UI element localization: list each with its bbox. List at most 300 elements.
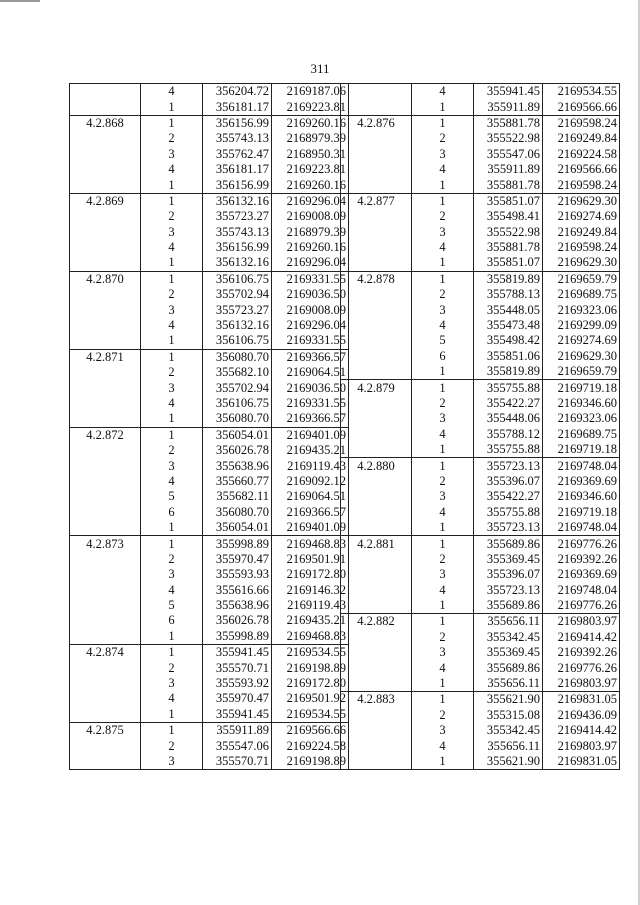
- table-row: [341, 708, 620, 723]
- parcel-label: [70, 598, 141, 613]
- coordinates-table-right: [340, 83, 620, 770]
- point-number: 4: [412, 427, 474, 442]
- point-number: 2: [412, 396, 474, 411]
- point-number: 2: [141, 738, 203, 753]
- point-number: 1: [412, 380, 474, 396]
- y-coordinate: 2169260.16: [272, 177, 349, 193]
- y-coordinate: 2169008.09: [272, 302, 349, 317]
- parcel-label: [341, 427, 412, 442]
- y-coordinate: 2169659.79: [543, 364, 620, 380]
- point-number: 2: [412, 474, 474, 489]
- x-coordinate: 355689.86: [474, 536, 543, 552]
- table-row: [70, 660, 349, 675]
- x-coordinate: 355762.47: [203, 147, 272, 162]
- x-coordinate: 356132.16: [203, 193, 272, 209]
- x-coordinate: 355656.11: [474, 738, 543, 753]
- parcel-label: [341, 225, 412, 240]
- x-coordinate: 355702.94: [203, 287, 272, 302]
- x-coordinate: 356132.16: [203, 255, 272, 271]
- parcel-label: [341, 474, 412, 489]
- x-coordinate: 356080.70: [203, 505, 272, 520]
- point-number: 4: [412, 318, 474, 333]
- y-coordinate: 2169776.26: [543, 598, 620, 614]
- parcel-label: [70, 629, 141, 645]
- parcel-label: 4.2.868: [70, 115, 141, 131]
- point-number: 3: [141, 380, 203, 395]
- parcel-label: [341, 708, 412, 723]
- parcel-label: [70, 177, 141, 193]
- table-row: [341, 271, 620, 287]
- y-coordinate: 2169146.32: [272, 583, 349, 598]
- parcel-label: [341, 598, 412, 614]
- table-row: [70, 567, 349, 582]
- y-coordinate: 2169435.21: [272, 613, 349, 628]
- x-coordinate: 356106.75: [203, 271, 272, 287]
- y-coordinate: 2169598.24: [543, 115, 620, 131]
- point-number: 1: [141, 707, 203, 723]
- parcel-label: [341, 520, 412, 536]
- y-coordinate: 2169036.50: [272, 380, 349, 395]
- y-coordinate: 2169346.60: [543, 489, 620, 504]
- point-number: 1: [141, 271, 203, 287]
- x-coordinate: 355881.78: [474, 240, 543, 255]
- x-coordinate: 355522.98: [474, 131, 543, 146]
- parcel-label: [341, 738, 412, 753]
- parcel-label: [70, 318, 141, 333]
- y-coordinate: 2169435.21: [272, 443, 349, 458]
- y-coordinate: 2169598.24: [543, 240, 620, 255]
- x-coordinate: 355369.45: [474, 552, 543, 567]
- parcel-label: [341, 552, 412, 567]
- y-coordinate: 2168950.31: [272, 147, 349, 162]
- point-number: 4: [412, 505, 474, 520]
- table-row: [70, 240, 349, 255]
- point-number: 1: [412, 692, 474, 708]
- y-coordinate: 2169296.04: [272, 255, 349, 271]
- point-number: 4: [412, 162, 474, 177]
- x-coordinate: 356054.01: [203, 427, 272, 443]
- parcel-label: [341, 240, 412, 255]
- table-row: [341, 489, 620, 504]
- x-coordinate: 355638.96: [203, 458, 272, 473]
- point-number: 2: [412, 209, 474, 224]
- table-row: [70, 489, 349, 504]
- y-coordinate: 2169249.84: [543, 131, 620, 146]
- y-coordinate: 2169803.97: [543, 614, 620, 630]
- x-coordinate: 355593.93: [203, 567, 272, 582]
- table-row: [70, 723, 349, 739]
- table-row: [70, 287, 349, 302]
- point-number: 4: [141, 474, 203, 489]
- point-number: 1: [412, 177, 474, 193]
- y-coordinate: 2169296.04: [272, 318, 349, 333]
- point-number: 3: [141, 458, 203, 473]
- x-coordinate: 355723.13: [474, 520, 543, 536]
- point-number: 2: [412, 131, 474, 146]
- table-row: [341, 614, 620, 630]
- parcel-label: [70, 489, 141, 504]
- x-coordinate: 355547.06: [474, 147, 543, 162]
- table-row: [341, 411, 620, 426]
- point-number: 4: [141, 396, 203, 411]
- table-row: [70, 411, 349, 427]
- y-coordinate: 2169689.75: [543, 427, 620, 442]
- table-row: [70, 598, 349, 613]
- point-number: 4: [412, 738, 474, 753]
- x-coordinate: 355621.90: [474, 692, 543, 708]
- y-coordinate: 2169414.42: [543, 630, 620, 645]
- parcel-label: [341, 147, 412, 162]
- point-number: 6: [141, 505, 203, 520]
- y-coordinate: 2169366.57: [272, 349, 349, 365]
- parcel-label: [341, 99, 412, 115]
- point-number: 5: [141, 598, 203, 613]
- parcel-label: [70, 411, 141, 427]
- x-coordinate: 356132.16: [203, 318, 272, 333]
- point-number: 4: [141, 583, 203, 598]
- x-coordinate: 356181.17: [203, 99, 272, 115]
- y-coordinate: 2169064.51: [272, 489, 349, 504]
- coordinates-table-left: [69, 83, 349, 770]
- x-coordinate: 355788.12: [474, 427, 543, 442]
- y-coordinate: 2169224.58: [272, 738, 349, 753]
- y-coordinate: 2169331.55: [272, 333, 349, 349]
- table-row: [341, 302, 620, 317]
- point-number: 3: [141, 676, 203, 691]
- point-number: 4: [412, 583, 474, 598]
- point-number: 3: [141, 225, 203, 240]
- parcel-label: [341, 162, 412, 177]
- y-coordinate: 2169468.83: [272, 629, 349, 645]
- table-row: [341, 193, 620, 209]
- x-coordinate: 355570.71: [203, 754, 272, 770]
- parcel-label: [341, 567, 412, 582]
- x-coordinate: 355448.06: [474, 411, 543, 426]
- y-coordinate: 2169346.60: [543, 396, 620, 411]
- x-coordinate: 355422.27: [474, 396, 543, 411]
- parcel-label: 4.2.875: [70, 723, 141, 739]
- parcel-label: [70, 707, 141, 723]
- point-number: 4: [141, 240, 203, 255]
- parcel-label: [70, 396, 141, 411]
- parcel-label: [341, 302, 412, 317]
- y-coordinate: 2169629.30: [543, 349, 620, 364]
- y-coordinate: 2169414.42: [543, 723, 620, 738]
- y-coordinate: 2169008.09: [272, 209, 349, 224]
- table-row: [341, 115, 620, 131]
- x-coordinate: 355689.86: [474, 660, 543, 675]
- point-number: 1: [412, 115, 474, 131]
- y-coordinate: 2169776.26: [543, 536, 620, 552]
- table-row: [341, 349, 620, 364]
- table-row: [341, 598, 620, 614]
- parcel-label: [70, 754, 141, 770]
- point-number: 1: [412, 754, 474, 770]
- y-coordinate: 2169223.81: [272, 99, 349, 115]
- x-coordinate: 355941.45: [474, 84, 543, 100]
- point-number: 4: [412, 240, 474, 255]
- y-coordinate: 2169566.66: [272, 723, 349, 739]
- point-number: 1: [412, 99, 474, 115]
- point-number: 2: [412, 552, 474, 567]
- point-number: 1: [412, 458, 474, 474]
- x-coordinate: 355621.90: [474, 754, 543, 770]
- point-number: 1: [141, 411, 203, 427]
- y-coordinate: 2169436.09: [543, 708, 620, 723]
- y-coordinate: 2169274.69: [543, 209, 620, 224]
- point-number: 1: [141, 115, 203, 131]
- parcel-label: [341, 255, 412, 271]
- parcel-label: [70, 520, 141, 536]
- parcel-label: [70, 738, 141, 753]
- parcel-label: [70, 84, 141, 100]
- parcel-label: [341, 396, 412, 411]
- point-number: 1: [141, 645, 203, 661]
- table-row: [341, 536, 620, 552]
- y-coordinate: 2169119.43: [272, 598, 349, 613]
- point-number: 2: [141, 287, 203, 302]
- y-coordinate: 2169566.66: [543, 99, 620, 115]
- table-row: [341, 255, 620, 271]
- parcel-label: [70, 613, 141, 628]
- x-coordinate: 355638.96: [203, 598, 272, 613]
- table-row: [70, 629, 349, 645]
- y-coordinate: 2169629.30: [543, 255, 620, 271]
- y-coordinate: 2169534.55: [272, 707, 349, 723]
- x-coordinate: 355881.78: [474, 177, 543, 193]
- x-coordinate: 355702.94: [203, 380, 272, 395]
- y-coordinate: 2169803.97: [543, 738, 620, 753]
- parcel-label: 4.2.874: [70, 645, 141, 661]
- y-coordinate: 2169036.50: [272, 287, 349, 302]
- table-row: [70, 131, 349, 146]
- y-coordinate: 2169223.81: [272, 162, 349, 177]
- x-coordinate: 355911.89: [474, 99, 543, 115]
- x-coordinate: 355911.89: [203, 723, 272, 739]
- x-coordinate: 356181.17: [203, 162, 272, 177]
- table-row: [70, 333, 349, 349]
- y-coordinate: 2169719.18: [543, 505, 620, 520]
- point-number: 3: [412, 225, 474, 240]
- x-coordinate: 355369.45: [474, 645, 543, 660]
- x-coordinate: 355315.08: [474, 708, 543, 723]
- table-row: [341, 84, 620, 100]
- x-coordinate: 356156.99: [203, 177, 272, 193]
- point-number: 2: [412, 708, 474, 723]
- y-coordinate: 2169501.91: [272, 552, 349, 567]
- table-row: [70, 365, 349, 380]
- point-number: 3: [412, 645, 474, 660]
- x-coordinate: 355342.45: [474, 723, 543, 738]
- table-row: [341, 630, 620, 645]
- y-coordinate: 2169629.30: [543, 193, 620, 209]
- table-row: [70, 458, 349, 473]
- point-number: 3: [412, 302, 474, 317]
- x-coordinate: 355881.78: [474, 115, 543, 131]
- parcel-label: [341, 177, 412, 193]
- table-row: [341, 177, 620, 193]
- x-coordinate: 355473.48: [474, 318, 543, 333]
- parcel-label: [341, 287, 412, 302]
- y-coordinate: 2169401.09: [272, 520, 349, 536]
- parcel-label: 4.2.881: [341, 536, 412, 552]
- parcel-label: [70, 225, 141, 240]
- y-coordinate: 2169719.18: [543, 380, 620, 396]
- parcel-label: [70, 99, 141, 115]
- x-coordinate: 355682.11: [203, 489, 272, 504]
- table-row: [70, 396, 349, 411]
- table-row: [70, 255, 349, 271]
- point-number: 1: [412, 255, 474, 271]
- x-coordinate: 355755.88: [474, 380, 543, 396]
- table-row: [341, 458, 620, 474]
- table-row: [70, 302, 349, 317]
- y-coordinate: 2169468.83: [272, 536, 349, 552]
- point-number: 3: [412, 489, 474, 504]
- parcel-label: [70, 691, 141, 706]
- table-row: [70, 583, 349, 598]
- parcel-label: [341, 411, 412, 426]
- table-row: [341, 287, 620, 302]
- table-row: [70, 613, 349, 628]
- parcel-label: [341, 209, 412, 224]
- y-coordinate: 2169392.26: [543, 645, 620, 660]
- point-number: 5: [141, 489, 203, 504]
- x-coordinate: 356156.99: [203, 240, 272, 255]
- x-coordinate: 355342.45: [474, 630, 543, 645]
- table-row: [341, 131, 620, 146]
- x-coordinate: 355911.89: [474, 162, 543, 177]
- page-number: 311: [310, 61, 330, 76]
- point-number: 1: [412, 614, 474, 630]
- y-coordinate: 2169689.75: [543, 287, 620, 302]
- point-number: 3: [141, 567, 203, 582]
- x-coordinate: 355788.13: [474, 287, 543, 302]
- point-number: 3: [412, 723, 474, 738]
- point-number: 2: [141, 552, 203, 567]
- y-coordinate: 2169187.06: [272, 84, 349, 100]
- parcel-label: 4.2.879: [341, 380, 412, 396]
- parcel-label: [341, 754, 412, 770]
- x-coordinate: 355970.47: [203, 552, 272, 567]
- parcel-label: [341, 505, 412, 520]
- y-coordinate: 2169392.26: [543, 552, 620, 567]
- table-row: [341, 318, 620, 333]
- y-coordinate: 2169064.51: [272, 365, 349, 380]
- y-coordinate: 2169249.84: [543, 225, 620, 240]
- y-coordinate: 2169659.79: [543, 271, 620, 287]
- point-number: 4: [412, 660, 474, 675]
- parcel-label: [70, 567, 141, 582]
- point-number: 4: [412, 84, 474, 100]
- parcel-label: [70, 333, 141, 349]
- x-coordinate: 355656.11: [474, 676, 543, 692]
- table-row: [341, 660, 620, 675]
- table-row: [70, 536, 349, 552]
- y-coordinate: 2169092.12: [272, 474, 349, 489]
- point-number: 1: [412, 520, 474, 536]
- point-number: 1: [412, 598, 474, 614]
- y-coordinate: 2169534.55: [272, 645, 349, 661]
- point-number: 3: [412, 411, 474, 426]
- table-row: [341, 676, 620, 692]
- y-coordinate: 2169598.24: [543, 177, 620, 193]
- point-number: 1: [141, 349, 203, 365]
- table-row: [70, 754, 349, 770]
- table-row: [70, 645, 349, 661]
- y-coordinate: 2169501.92: [272, 691, 349, 706]
- point-number: 6: [141, 613, 203, 628]
- parcel-label: 4.2.878: [341, 271, 412, 287]
- point-number: 3: [141, 754, 203, 770]
- point-number: 1: [141, 536, 203, 552]
- parcel-label: [70, 287, 141, 302]
- table-row: [341, 162, 620, 177]
- table-row: [341, 505, 620, 520]
- x-coordinate: 355689.86: [474, 598, 543, 614]
- y-coordinate: 2169831.05: [543, 692, 620, 708]
- table-row: [341, 645, 620, 660]
- point-number: 4: [141, 84, 203, 100]
- table-row: [341, 754, 620, 770]
- point-number: 2: [141, 660, 203, 675]
- x-coordinate: 355743.13: [203, 225, 272, 240]
- table-row: [341, 99, 620, 115]
- parcel-label: [341, 442, 412, 458]
- point-number: 1: [412, 536, 474, 552]
- table-row: [70, 691, 349, 706]
- y-coordinate: 2169566.66: [543, 162, 620, 177]
- table-row: [341, 442, 620, 458]
- table-row: [341, 552, 620, 567]
- x-coordinate: 355422.27: [474, 489, 543, 504]
- x-coordinate: 355498.41: [474, 209, 543, 224]
- y-coordinate: 2169366.57: [272, 505, 349, 520]
- point-number: 1: [141, 255, 203, 271]
- parcel-label: [341, 131, 412, 146]
- parcel-label: [341, 364, 412, 380]
- x-coordinate: 355682.10: [203, 365, 272, 380]
- point-number: 2: [141, 131, 203, 146]
- parcel-label: 4.2.873: [70, 536, 141, 552]
- parcel-label: [70, 255, 141, 271]
- table-row: [70, 505, 349, 520]
- y-coordinate: 2169831.05: [543, 754, 620, 770]
- y-coordinate: 2169331.55: [272, 271, 349, 287]
- x-coordinate: 355547.06: [203, 738, 272, 753]
- table-row: [70, 552, 349, 567]
- point-number: 1: [141, 99, 203, 115]
- x-coordinate: 355851.06: [474, 349, 543, 364]
- table-row: [70, 115, 349, 131]
- table-row: [341, 474, 620, 489]
- point-number: 5: [412, 333, 474, 348]
- x-coordinate: 355941.45: [203, 707, 272, 723]
- x-coordinate: 355723.27: [203, 302, 272, 317]
- parcel-label: [341, 630, 412, 645]
- parcel-label: [341, 333, 412, 348]
- parcel-label: [341, 318, 412, 333]
- table-row: [70, 443, 349, 458]
- x-coordinate: 356204.72: [203, 84, 272, 100]
- parcel-label: [70, 365, 141, 380]
- table-row: [341, 520, 620, 536]
- point-number: 2: [412, 287, 474, 302]
- parcel-label: 4.2.876: [341, 115, 412, 131]
- y-coordinate: 2169534.55: [543, 84, 620, 100]
- point-number: 1: [412, 364, 474, 380]
- point-number: 1: [141, 723, 203, 739]
